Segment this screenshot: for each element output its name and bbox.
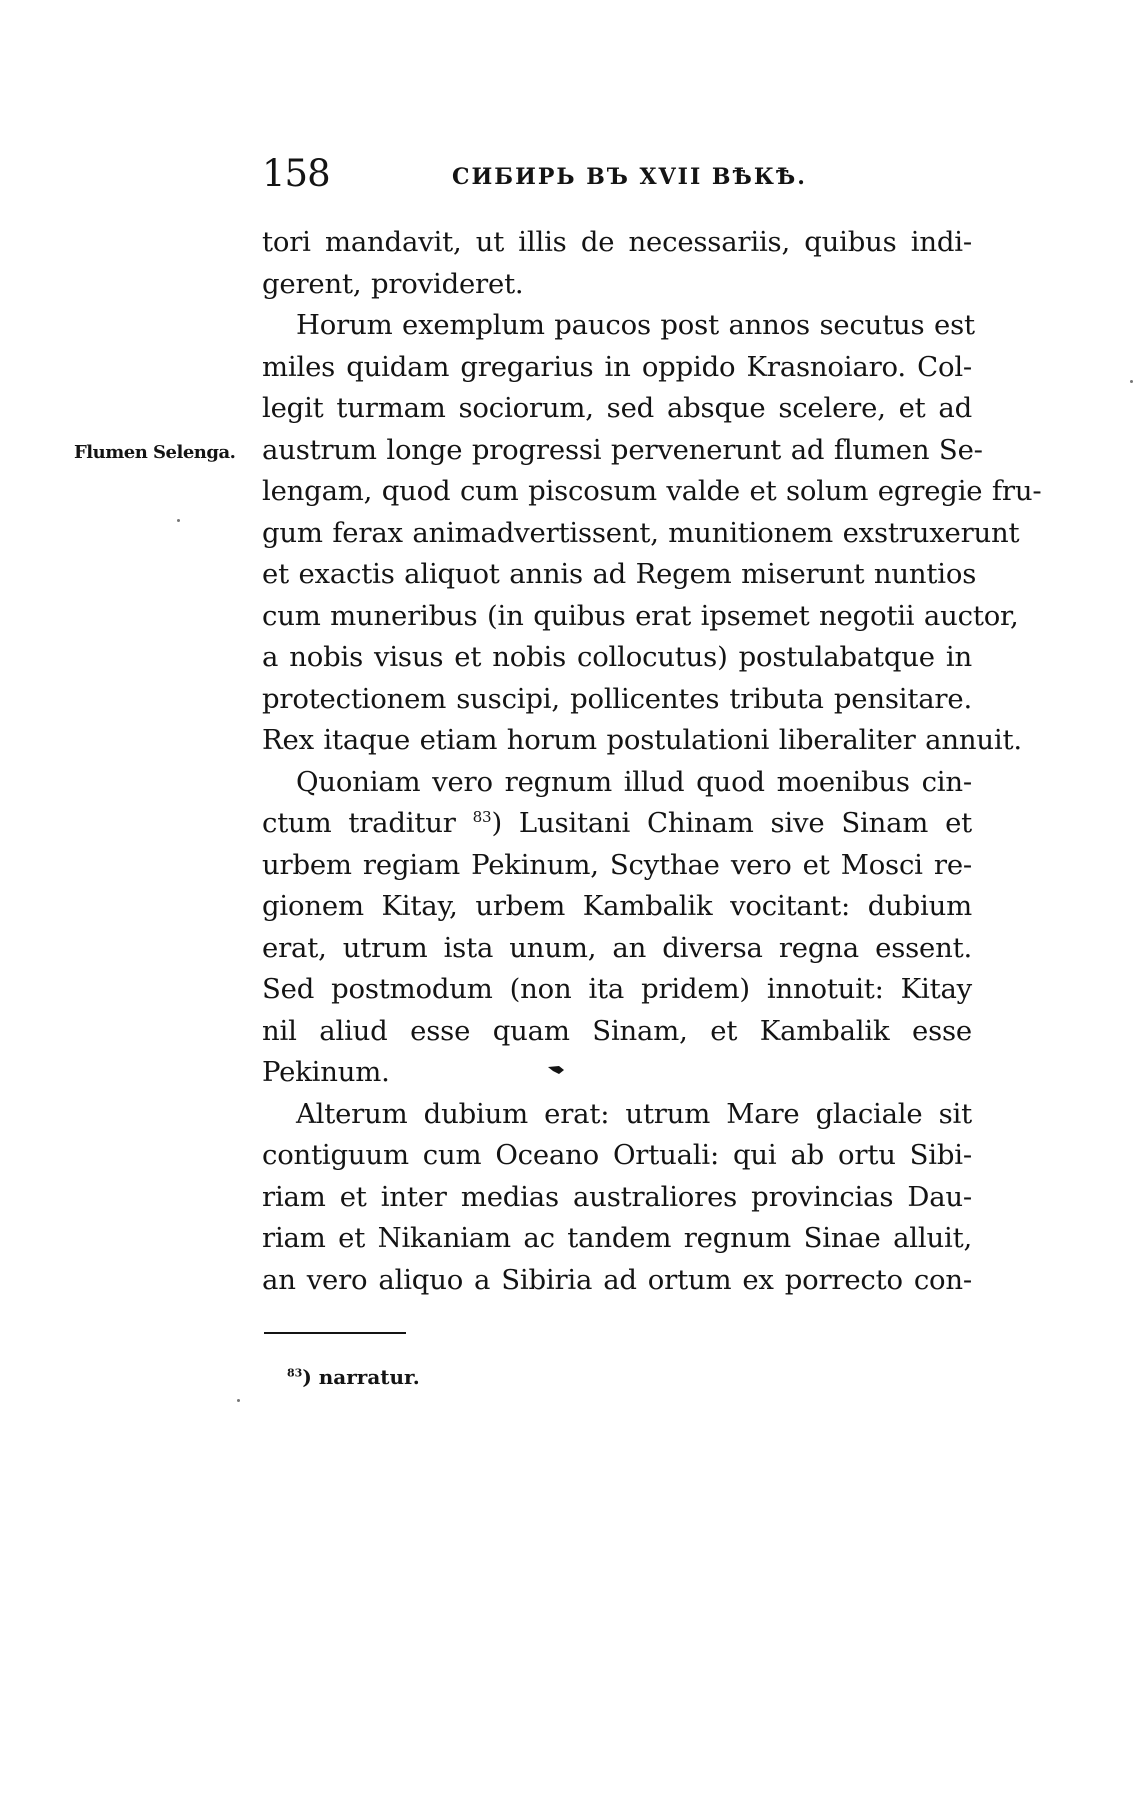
text-line: protectionem suscipi, pollicentes tributa pensitare. <box>262 682 972 715</box>
text-line: erat, utrum ista unum, an diversa regna essent. <box>262 931 972 964</box>
footnote-number: 83 <box>287 1366 303 1380</box>
text-line: Quoniam vero regnum illud quod moenibus cin- <box>296 765 972 798</box>
text-line: riam et Nikaniam ac tandem regnum Sinae alluit, <box>262 1222 972 1254</box>
footnote-reference: 83 <box>472 807 492 826</box>
text-line: miles quidam gregarius in oppido Krasnoiaro. Col- <box>262 350 972 383</box>
paper-speck <box>1130 380 1133 383</box>
page-number: 158 <box>262 152 330 195</box>
text-line: tori mandavit, ut illis de necessariis, quibus indi- <box>262 226 972 258</box>
text-line: legit turmam sociorum, sed absque scelere, et ad <box>262 392 972 424</box>
text-line: gerent, provideret. <box>262 267 524 300</box>
text-line: gionem Kitay, urbem Kambalik vocitant: dubium <box>262 890 972 922</box>
ink-blot-mark <box>547 1065 565 1075</box>
text-line: lengam, quod cum piscosum valde et solum egregie fru- <box>262 475 1042 507</box>
text-line: Alterum dubium erat: utrum Mare glaciale sit <box>296 1097 972 1130</box>
margin-note: Flumen Selenga. <box>74 442 236 463</box>
text-line: gum ferax animadvertissent, munitionem exstruxerunt <box>262 516 1020 549</box>
paper-speck <box>237 1399 240 1402</box>
text-segment: ctum traditur <box>262 807 456 839</box>
text-line: Rex itaque etiam horum postulationi liberaliter annuit. <box>262 724 1022 756</box>
text-line: Sed postmodum (non ita pridem) innotuit: Kitay <box>262 973 972 1005</box>
footnote <box>287 1363 420 1391</box>
text-line: austrum longe progressi pervenerunt ad flumen Se- <box>262 433 983 466</box>
text-line: urbem regiam Pekinum, Scythae vero et Mosci re- <box>262 848 972 881</box>
running-title: СИБИРЬ ВЪ XVII ВѢКѢ. <box>452 164 807 190</box>
body-text <box>262 222 1042 1301</box>
text-segment: ) Lusitani Chinam sive Sinam et <box>491 807 973 839</box>
text-line: Pekinum. <box>262 1056 390 1088</box>
footnote-text: ) narratur. <box>302 1365 420 1389</box>
text-line: riam et inter medias australiores provincias Dau- <box>262 1180 972 1213</box>
paper-speck <box>177 519 180 522</box>
text-line: cum muneribus (in quibus erat ipsemet negotii auctor, <box>262 599 1019 632</box>
footnote-divider <box>264 1332 406 1334</box>
text-line: Horum exemplum paucos post annos secutus est <box>296 309 975 341</box>
text-line: an vero aliquo a Sibiria ad ortum ex porrecto con- <box>262 1263 972 1296</box>
text-line: et exactis aliquot annis ad Regem miserunt nuntios <box>262 558 977 590</box>
text-line: nil aliud esse quam Sinam, et Kambalik esse <box>262 1014 972 1047</box>
text-line-with-footnote-ref <box>262 803 972 845</box>
text-line: a nobis visus et nobis collocutus) postulabatque in <box>262 641 972 673</box>
text-line: contiguum cum Oceano Ortuali: qui ab ortu Sibi- <box>262 1139 972 1171</box>
